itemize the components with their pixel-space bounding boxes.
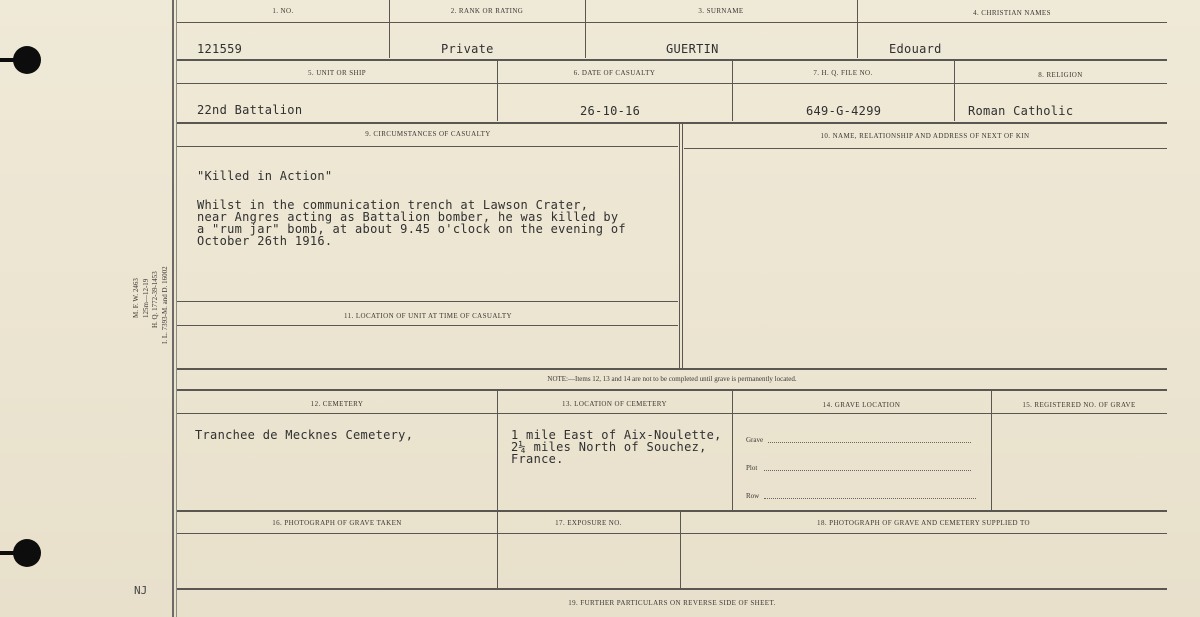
circumstances-text: Whilst in the communication trench at Lawson Crater, near Angres acting as Battalion bomber, he was killed by a "rum jar" bomb, at about 9.45 o'clock on the evening of October 26th 1916.	[197, 198, 626, 248]
cemetery-location-value: 1 mile East of Aix-Noulette, 2¼ miles North of Souchez, France.	[511, 428, 722, 466]
margin-rule	[172, 0, 174, 617]
grid-line	[177, 122, 1167, 124]
header-next-of-kin: 10. NAME, RELATIONSHIP AND ADDRESS OF NEXT OF KIN	[820, 132, 1030, 140]
header-christian-names: 4. CHRISTIAN NAMES	[973, 9, 1051, 17]
plot-label: Plot	[746, 464, 758, 472]
header-circumstances: 9. CIRCUMSTANCES OF CASUALTY	[365, 130, 491, 138]
grid-line	[954, 61, 955, 121]
date-value: 26-10-16	[580, 104, 641, 118]
header-religion: 8. RELIGION	[1038, 71, 1083, 79]
header-exposure-no: 17. EXPOSURE NO.	[555, 519, 622, 527]
form-code-line: I. L. 7393-M. and D. 16002	[161, 266, 169, 344]
grid-line	[177, 83, 1167, 84]
header-cemetery: 12. CEMETERY	[310, 400, 364, 408]
grid-line	[177, 325, 678, 326]
grid-line	[177, 510, 1167, 512]
grid-line	[684, 148, 1167, 149]
header-unit: 5. UNIT OR SHIP	[308, 69, 366, 77]
plot-fill-line	[764, 470, 971, 471]
grid-line	[177, 588, 1167, 590]
grid-line	[682, 124, 683, 368]
cemetery-value: Tranchee de Mecknes Cemetery,	[195, 428, 414, 442]
header-no: 1. NO.	[272, 7, 294, 15]
unit-value: 22nd Battalion	[197, 103, 303, 117]
rank-value: Private	[441, 42, 494, 56]
form-code-line: M. F. W. 2463	[132, 278, 140, 318]
clerk-initials: NJ	[134, 584, 148, 597]
punch-hole	[13, 539, 41, 567]
row-label: Row	[746, 492, 760, 500]
grid-line	[177, 146, 678, 147]
header-photo-taken: 16. PHOTOGRAPH OF GRAVE TAKEN	[272, 519, 402, 527]
header-surname: 3. SURNAME	[698, 7, 744, 15]
form-code-line: 125m—12-19	[142, 278, 150, 318]
grid-line	[177, 301, 678, 302]
hq-file-value: 649-G-4299	[806, 104, 882, 118]
christian-names-value: Edouard	[889, 42, 942, 56]
grid-line	[497, 391, 498, 510]
surname-value: GUERTIN	[666, 42, 719, 56]
religion-value: Roman Catholic	[968, 104, 1074, 118]
header-date: 6. DATE OF CASUALTY	[573, 69, 656, 77]
grid-line	[177, 389, 1167, 391]
header-rank: 2. RANK OR RATING	[450, 7, 524, 15]
grid-line	[177, 533, 1167, 534]
row-fill-line	[764, 498, 976, 499]
grid-line	[679, 124, 680, 368]
form-code-line: H. Q. 1772-39-1453	[151, 271, 159, 328]
grid-line	[177, 368, 1167, 370]
header-grave-location: 14. GRAVE LOCATION	[822, 401, 901, 409]
footer-further-particulars: 19. FURTHER PARTICULARS ON REVERSE SIDE OF SHEET.	[568, 599, 776, 607]
grid-line	[177, 59, 1167, 61]
header-photo-supplied: 18. PHOTOGRAPH OF GRAVE AND CEMETERY SUPPLIED TO	[817, 519, 1030, 527]
grave-label: Grave	[746, 436, 764, 444]
grave-fill-line	[768, 442, 971, 443]
service-number: 121559	[197, 42, 243, 56]
header-hq-file: 7. H. Q. FILE NO.	[813, 69, 873, 77]
grid-line	[177, 413, 1167, 414]
grid-line	[177, 22, 1167, 23]
note-text: NOTE:—Items 12, 13 and 14 are not to be completed until grave is permanently located.	[547, 375, 797, 383]
punch-hole	[13, 46, 41, 74]
header-location-of-unit: 11. LOCATION OF UNIT AT TIME OF CASUALTY	[344, 312, 512, 320]
circumstances-title: "Killed in Action"	[197, 169, 333, 183]
header-registered-no: 15. REGISTERED NO. OF GRAVE	[1022, 401, 1136, 409]
header-location-of-cemetery: 13. LOCATION OF CEMETERY	[562, 400, 667, 408]
